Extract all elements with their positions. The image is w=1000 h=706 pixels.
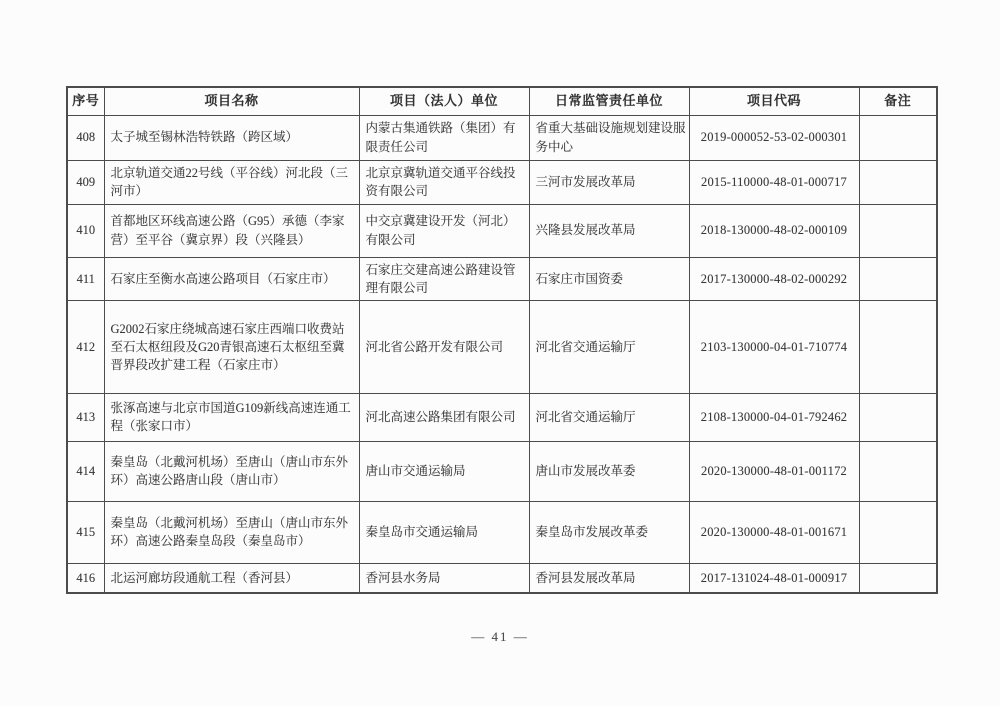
supervising-unit: 香河县发展改革局: [529, 563, 689, 593]
project-name: 石家庄至衡水高速公路项目（石家庄市）: [104, 257, 359, 300]
header-cell-legal-entity: 项目（法人）单位: [359, 87, 529, 115]
legal-entity: 北京京冀轨道交通平谷线投资有限公司: [359, 160, 529, 204]
legal-entity: 中交京冀建设开发（河北）有限公司: [359, 204, 529, 257]
project-name: 北运河廊坊段通航工程（香河县）: [104, 563, 359, 593]
remark-cell: [859, 257, 937, 300]
legal-entity: 河北省公路开发有限公司: [359, 300, 529, 393]
row-serial-number: 410: [67, 204, 104, 257]
project-code: 2019-000052-53-02-000301: [689, 115, 859, 160]
project-code: 2018-130000-48-02-000109: [689, 204, 859, 257]
supervising-unit: 三河市发展改革局: [529, 160, 689, 204]
supervising-unit: 河北省交通运输厅: [529, 300, 689, 393]
supervising-unit: 河北省交通运输厅: [529, 393, 689, 441]
header-cell-supervising-unit: 日常监管责任单位: [529, 87, 689, 115]
row-serial-number: 412: [67, 300, 104, 393]
supervising-unit: 唐山市发展改革委: [529, 441, 689, 501]
project-code: 2020-130000-48-01-001671: [689, 501, 859, 563]
table-row: [67, 115, 937, 160]
header-cell-project-code: 项目代码: [689, 87, 859, 115]
project-code: 2108-130000-04-01-792462: [689, 393, 859, 441]
table-row: [67, 441, 937, 501]
project-name: 秦皇岛（北戴河机场）至唐山（唐山市东外环）高速公路唐山段（唐山市）: [104, 441, 359, 501]
projects-table: [66, 86, 938, 594]
project-name: 北京轨道交通22号线（平谷线）河北段（三河市）: [104, 160, 359, 204]
legal-entity: 唐山市交通运输局: [359, 441, 529, 501]
table-header-row: [67, 87, 937, 115]
legal-entity: 香河县水务局: [359, 563, 529, 593]
table-row: [67, 300, 937, 393]
project-name: 首都地区环线高速公路（G95）承德（李家营）至平谷（冀京界）段（兴隆县）: [104, 204, 359, 257]
supervising-unit: 秦皇岛市发展改革委: [529, 501, 689, 563]
table-row: [67, 393, 937, 441]
legal-entity: 河北高速公路集团有限公司: [359, 393, 529, 441]
project-name: 张涿高速与北京市国道G109新线高速连通工程（张家口市）: [104, 393, 359, 441]
remark-cell: [859, 441, 937, 501]
legal-entity: 秦皇岛市交通运输局: [359, 501, 529, 563]
project-name: 秦皇岛（北戴河机场）至唐山（唐山市东外环）高速公路秦皇岛段（秦皇岛市）: [104, 501, 359, 563]
row-serial-number: 408: [67, 115, 104, 160]
projects-table-container: [66, 86, 936, 594]
table-row: [67, 160, 937, 204]
project-code: 2017-131024-48-01-000917: [689, 563, 859, 593]
page-number: — 41 —: [471, 629, 529, 644]
project-code: 2015-110000-48-01-000717: [689, 160, 859, 204]
row-serial-number: 411: [67, 257, 104, 300]
table-row: [67, 257, 937, 300]
row-serial-number: 409: [67, 160, 104, 204]
remark-cell: [859, 501, 937, 563]
remark-cell: [859, 393, 937, 441]
project-name: G2002石家庄绕城高速石家庄西端口收费站至石太枢纽段及G20青银高速石太枢纽至冀晋界段改扩建工程（石家庄市）: [104, 300, 359, 393]
header-cell-serial-number: 序号: [67, 87, 104, 115]
header-cell-project-name: 项目名称: [104, 87, 359, 115]
table-row: [67, 501, 937, 563]
remark-cell: [859, 204, 937, 257]
project-name: 太子城至锡林浩特铁路（跨区域）: [104, 115, 359, 160]
supervising-unit: 兴隆县发展改革局: [529, 204, 689, 257]
row-serial-number: 414: [67, 441, 104, 501]
legal-entity: 内蒙古集通铁路（集团）有限责任公司: [359, 115, 529, 160]
row-serial-number: 415: [67, 501, 104, 563]
table-row: [67, 204, 937, 257]
header-cell-remarks: 备注: [859, 87, 937, 115]
row-serial-number: 413: [67, 393, 104, 441]
remark-cell: [859, 563, 937, 593]
supervising-unit: 石家庄市国资委: [529, 257, 689, 300]
row-serial-number: 416: [67, 563, 104, 593]
remark-cell: [859, 300, 937, 393]
table-row: [67, 563, 937, 593]
remark-cell: [859, 115, 937, 160]
project-code: 2020-130000-48-01-001172: [689, 441, 859, 501]
supervising-unit: 省重大基础设施规划建设服务中心: [529, 115, 689, 160]
legal-entity: 石家庄交建高速公路建设管理有限公司: [359, 257, 529, 300]
project-code: 2103-130000-04-01-710774: [689, 300, 859, 393]
project-code: 2017-130000-48-02-000292: [689, 257, 859, 300]
remark-cell: [859, 160, 937, 204]
